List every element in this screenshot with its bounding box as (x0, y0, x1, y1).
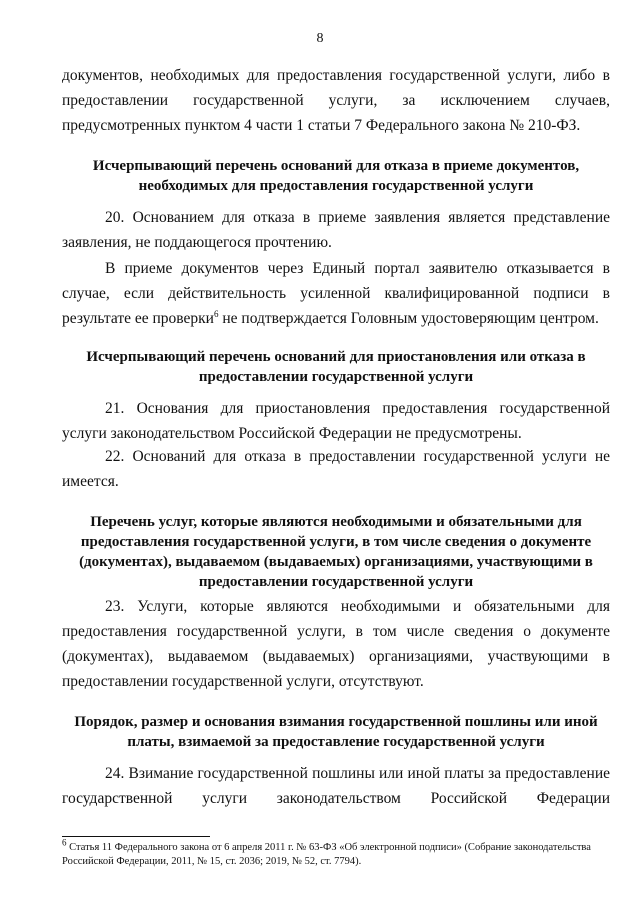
heading-required-services: Перечень услуг, которые являются необходимыми и обязательными для предоставления государственной услуги, в том числе сведения о документе (документах), выдаваемом (выдаваемых) организациями, участвующими в предоставлении государственной услуги (79, 514, 593, 590)
paragraph-20: 20. Основанием для отказа в приеме заявления является представление заявления, не поддающегося прочтению. (62, 209, 610, 251)
footnote-divider (62, 836, 210, 837)
footnote-text: Статья 11 Федерального закона от 6 апреля 2011 г. № 63-ФЗ «Об электронной подписи» (Собрание законодательства Российской Федерации, 2011, № 15, ст. 2036; 2019, № 52, ст. 7794). (62, 842, 591, 867)
paragraph-intro: документов, необходимых для предоставления государственной услуги, либо в предоставлении государственной услуги, за исключением случаев, предусмотренных пунктом 4 части 1 статьи 7 Федерального закона № 210-ФЗ. (62, 67, 610, 134)
paragraph-20-portal-tail: не подтверждается Головным удостоверяющим центром. (218, 310, 599, 327)
footnote-marker: 6 (62, 837, 67, 848)
heading-refusal-acceptance: Исчерпывающий перечень оснований для отказа в приеме документов, необходимых для предоставления государственной услуги (92, 158, 580, 194)
footnote (62, 837, 610, 869)
paragraph-23: 23. Услуги, которые являются необходимыми и обязательными для предоставления государственной услуги, в том числе сведения о документе (документах), выдаваемом (выдаваемых) организациями, участвующими в предоставлении государственной услуги, отсутствуют. (62, 598, 610, 690)
heading-suspension-refusal: Исчерпывающий перечень оснований для приостановления или отказа в предоставлении государственной услуги (86, 349, 586, 385)
paragraph-20-portal-text: В приеме документов через Единый портал заявителю отказывается в случае, если действительность усиленной квалифицированной подписи в результате ее проверки (62, 260, 610, 327)
paragraph-20-portal (62, 256, 610, 331)
paragraph-21: 21. Основания для приостановления предоставления государственной услуги законодательством Российской Федерации не предусмотрены. (62, 400, 610, 442)
heading-state-duty: Порядок, размер и основания взимания государственной пошлины или иной платы, взимаемой за предоставление государственной услуги (74, 714, 598, 750)
paragraph-24: 24. Взимание государственной пошлины или иной платы за предоставление государственной услуги законодательством Российской Федерации (62, 765, 610, 807)
paragraph-22: 22. Оснований для отказа в предоставлении государственной услуги не имеется. (62, 448, 610, 490)
page-number: 8 (316, 31, 324, 46)
footnote-reference: 6 (213, 308, 219, 319)
